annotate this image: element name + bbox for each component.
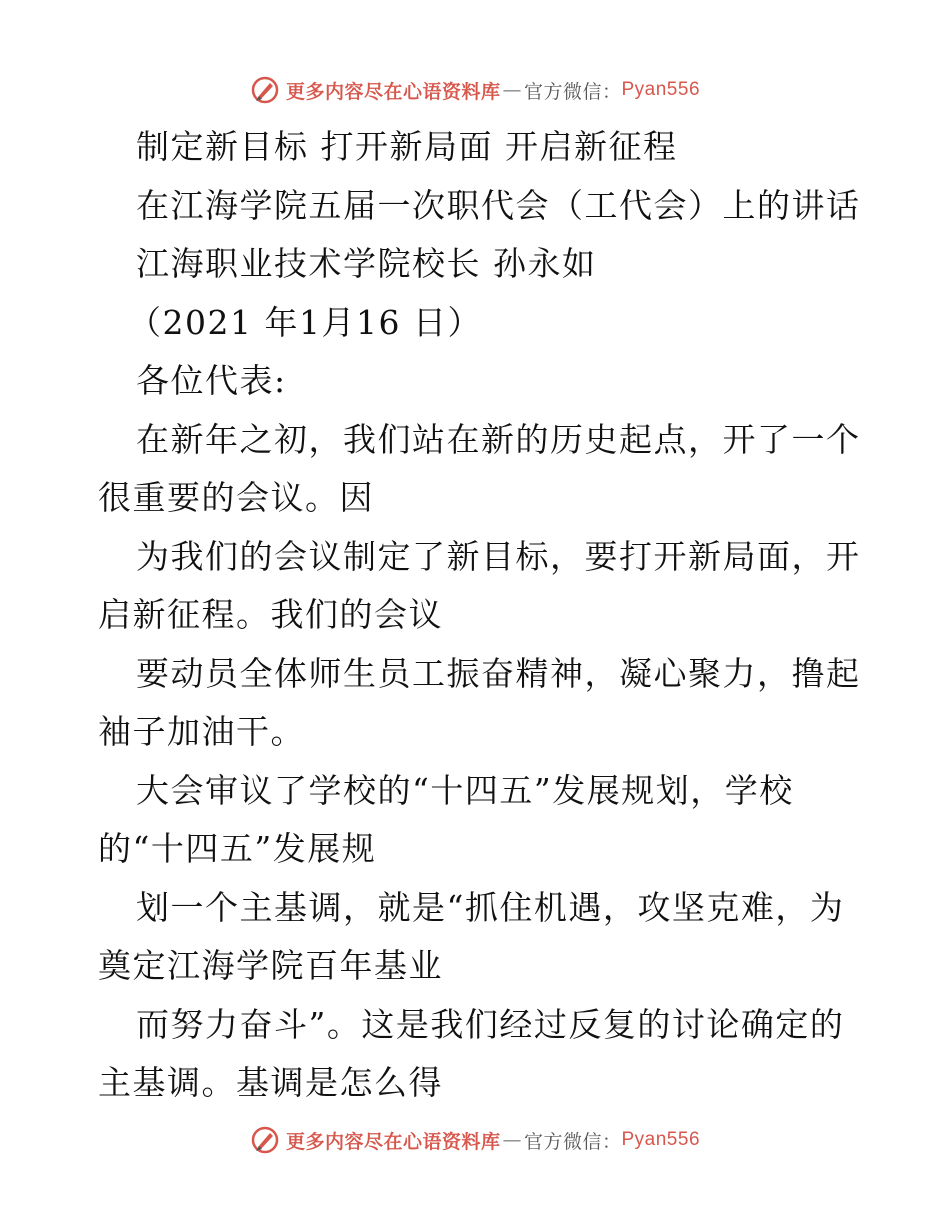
paragraph-line: 主基调。基调是怎么得 [98, 1063, 443, 1102]
watermark-id: Pyan556 [621, 79, 701, 100]
paragraph-line: 在新年之初，我们站在新的历史起点，开了一个 [136, 419, 861, 459]
watermark-separator: — [502, 79, 522, 101]
paragraph-line: 的“十四五”发展规 [98, 829, 377, 868]
document-date: （2021 年1月16 日） [128, 302, 482, 342]
document-body [98, 118, 861, 1113]
pen-logo-icon [250, 1125, 280, 1155]
watermark-separator: — [502, 1129, 522, 1151]
document-subtitle: 在江海学院五届一次职代会（工代会）上的讲话 [136, 185, 861, 225]
watermark-label: 官方微信： [523, 80, 622, 103]
paragraph-line: 启新征程。我们的会议 [98, 595, 443, 634]
paragraph-line: 很重要的会议。因 [98, 478, 374, 517]
paragraph-line: 为我们的会议制定了新目标，要打开新局面，开 [136, 536, 861, 576]
paragraph-line: 奠定江海学院百年基业 [98, 946, 443, 985]
document-title: 制定新目标 打开新局面 开启新征程 [136, 127, 678, 166]
watermark-text: 更多内容尽在心语资料库 [285, 80, 501, 103]
paragraph-line: 要动员全体师生员工振奋精神，凝心聚力，撸起 [136, 653, 861, 693]
watermark-banner-bottom [0, 1122, 950, 1158]
watermark-id: Pyan556 [621, 1129, 701, 1150]
paragraph-line: 而努力奋斗”。这是我们经过反复的讨论确定的 [136, 1004, 845, 1044]
watermark-banner-top [0, 72, 950, 108]
paragraph-line: 袖子加油干。 [98, 712, 305, 751]
paragraph-line: 划一个主基调，就是“抓住机遇，攻坚克难，为 [136, 887, 845, 927]
paragraph-line: 大会审议了学校的“十四五”发展规划，学校 [136, 770, 794, 810]
pen-logo-icon [250, 75, 280, 105]
watermark-label: 官方微信： [523, 1130, 622, 1153]
document-salutation: 各位代表: [136, 361, 287, 400]
watermark-text: 更多内容尽在心语资料库 [285, 1130, 501, 1153]
document-author: 江海职业技术学院校长 孙永如 [136, 244, 597, 283]
